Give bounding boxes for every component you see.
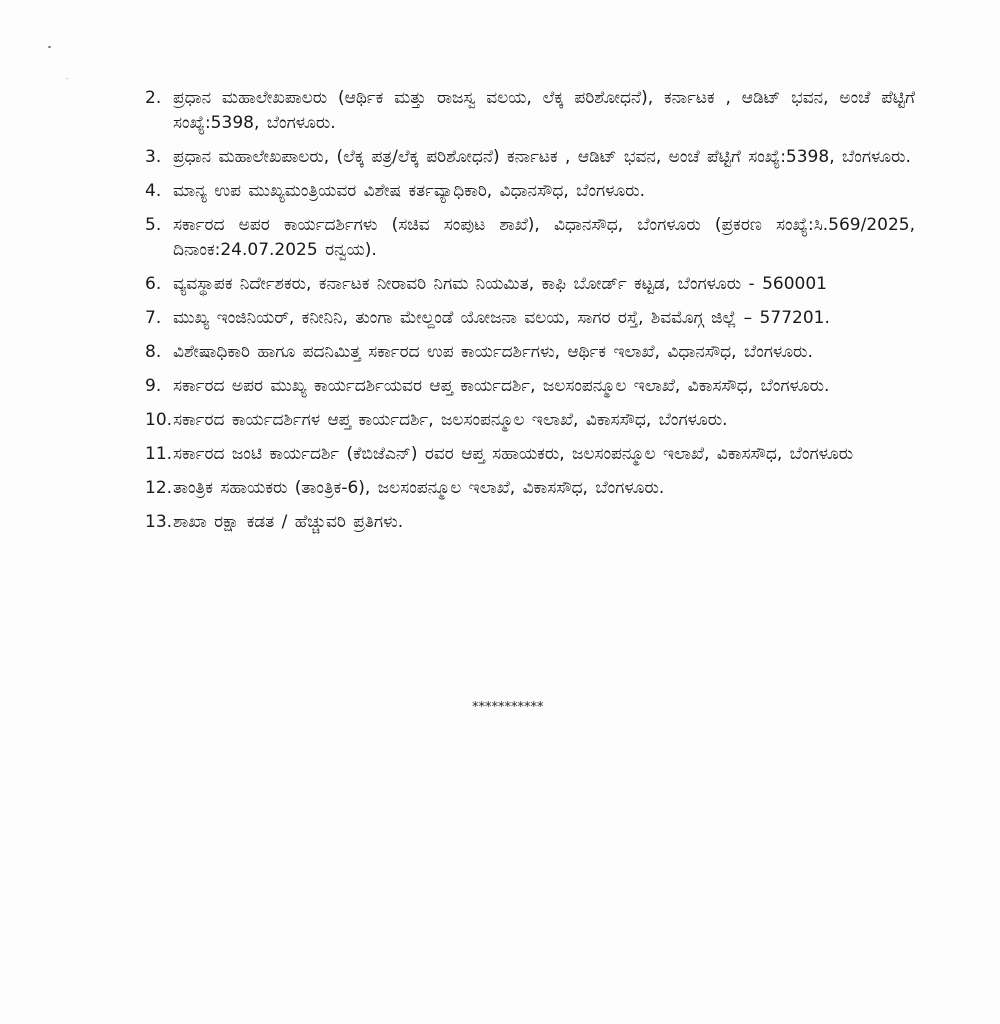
item-number: 7. bbox=[145, 308, 162, 328]
scan-speck bbox=[48, 46, 51, 48]
item-text: ವಿಶೇಷಾಧಿಕಾರಿ ಹಾಗೂ ಪದನಿಮಿತ್ತ ಸರ್ಕಾರದ ಉಪ ಕಾರ್ಯದರ್ಶಿಗಳು, ಆರ್ಥಿಕ ಇಲಾಖೆ, ವಿಧಾನಸೌಧ, ಬೆಂಗಳೂರು. bbox=[173, 342, 813, 362]
item-text: ಮಾನ್ಯ ಉಪ ಮುಖ್ಯಮಂತ್ರಿಯವರ ವಿಶೇಷ ಕರ್ತವ್ಯಾಧಿಕಾರಿ, ವಿಧಾನಸೌಧ, ಬೆಂಗಳೂರು. bbox=[173, 181, 646, 201]
list-item bbox=[145, 145, 915, 170]
item-text: ಸರ್ಕಾರದ ಕಾರ್ಯದರ್ಶಿಗಳ ಆಪ್ತ ಕಾರ್ಯದರ್ಶಿ, ಜಲಸಂಪನ್ಮೂಲ ಇಲಾಖೆ, ವಿಕಾಸಸೌಧ, ಬೆಂಗಳೂರು. bbox=[173, 410, 728, 430]
item-text: ಪ್ರಧಾನ ಮಹಾಲೇಖಪಾಲರು, (ಲೆಕ್ಕ ಪತ್ರ/ಲೆಕ್ಕ ಪರಿಶೋಧನೆ) ಕರ್ನಾಟಕ , ಆಡಿಟ್ ಭವನ, ಅಂಚೆ ಪೆಟ್ಟಿಗೆ ಸಂಖ್ಯೆ:5398, ಬೆಂಗಳೂರು. bbox=[173, 147, 911, 167]
item-number: 6. bbox=[145, 274, 162, 294]
item-number: 2. bbox=[145, 88, 162, 108]
item-text: ಪ್ರಧಾನ ಮಹಾಲೇಖಪಾಲರು (ಆರ್ಥಿಕ ಮತ್ತು ರಾಜಸ್ವ ವಲಯ, ಲೆಕ್ಕ ಪರಿಶೋಧನೆ), ಕರ್ನಾಟಕ , ಆಡಿಟ್ ಭವನ, ಅಂಚೆ ಪೆಟ್ಟಿಗೆ ಸಂಖ್ಯೆ:5398, ಬೆಂಗಳೂರು. bbox=[173, 88, 915, 133]
end-marker: *********** bbox=[472, 700, 544, 715]
scan-speck bbox=[66, 78, 68, 79]
list-item bbox=[145, 306, 915, 331]
item-number: 12. bbox=[145, 478, 173, 498]
list-item bbox=[145, 374, 915, 399]
item-text: ಮುಖ್ಯ ಇಂಜಿನಿಯರ್, ಕನೀನಿನಿ, ತುಂಗಾ ಮೇಲ್ದಂಡೆ ಯೋಜನಾ ವಲಯ, ಸಾಗರ ರಸ್ತೆ, ಶಿವಮೊಗ್ಗ ಜಿಲ್ಲೆ – 577201. bbox=[173, 308, 830, 328]
list-item bbox=[145, 408, 915, 433]
item-text: ಸರ್ಕಾರದ ಅಪರ ಕಾರ್ಯದರ್ಶಿಗಳು (ಸಚಿವ ಸಂಪುಟ ಶಾಖೆ), ವಿಧಾನಸೌಧ, ಬೆಂಗಳೂರು (ಪ್ರಕರಣ ಸಂಖ್ಯೆ:ಸಿ.569/2025, ದಿನಾಂಕ:24.07.2025 ರನ್ವಯ). bbox=[173, 215, 915, 260]
item-number: 13. bbox=[145, 512, 173, 532]
list-item bbox=[145, 442, 915, 467]
list-item bbox=[145, 86, 915, 136]
item-text: ತಾಂತ್ರಿಕ ಸಹಾಯಕರು (ತಾಂತ್ರಿಕ-6), ಜಲಸಂಪನ್ಮೂಲ ಇಲಾಖೆ, ವಿಕಾಸಸೌಧ, ಬೆಂಗಳೂರು. bbox=[173, 478, 665, 498]
list-item bbox=[145, 179, 915, 204]
item-number: 5. bbox=[145, 215, 162, 235]
item-number: 11. bbox=[145, 444, 173, 464]
list-item bbox=[145, 213, 915, 263]
item-number: 10. bbox=[145, 410, 173, 430]
item-number: 9. bbox=[145, 376, 162, 396]
item-text: ವ್ಯವಸ್ಥಾಪಕ ನಿರ್ದೇಶಕರು, ಕರ್ನಾಟಕ ನೀರಾವರಿ ನಿಗಮ ನಿಯಮಿತ, ಕಾಫಿ ಬೋರ್ಡ್ ಕಟ್ಟಡ, ಬೆಂಗಳೂರು - 560001 bbox=[173, 274, 827, 294]
list-item bbox=[145, 340, 915, 365]
item-number: 8. bbox=[145, 342, 162, 362]
list-item bbox=[145, 476, 915, 501]
list-item bbox=[145, 510, 915, 535]
item-text: ಸರ್ಕಾರದ ಜಂಟಿ ಕಾರ್ಯದರ್ಶಿ (ಕೆಬಿಜೆಎನ್) ರವರ ಆಪ್ತ ಸಹಾಯಕರು, ಜಲಸಂಪನ್ಮೂಲ ಇಲಾಖೆ, ವಿಕಾಸಸೌಧ, ಬೆಂಗಳೂರು bbox=[173, 444, 854, 464]
copy-to-list bbox=[145, 86, 915, 544]
item-text: ಶಾಖಾ ರಕ್ಷಾ ಕಡತ / ಹೆಚ್ಚುವರಿ ಪ್ರತಿಗಳು. bbox=[173, 512, 404, 532]
list-item bbox=[145, 272, 915, 297]
item-text: ಸರ್ಕಾರದ ಅಪರ ಮುಖ್ಯ ಕಾರ್ಯದರ್ಶಿಯವರ ಆಪ್ತ ಕಾರ್ಯದರ್ಶಿ, ಜಲಸಂಪನ್ಮೂಲ ಇಲಾಖೆ, ವಿಕಾಸಸೌಧ, ಬೆಂಗಳೂರು. bbox=[173, 376, 830, 396]
item-number: 3. bbox=[145, 147, 162, 167]
item-number: 4. bbox=[145, 181, 162, 201]
